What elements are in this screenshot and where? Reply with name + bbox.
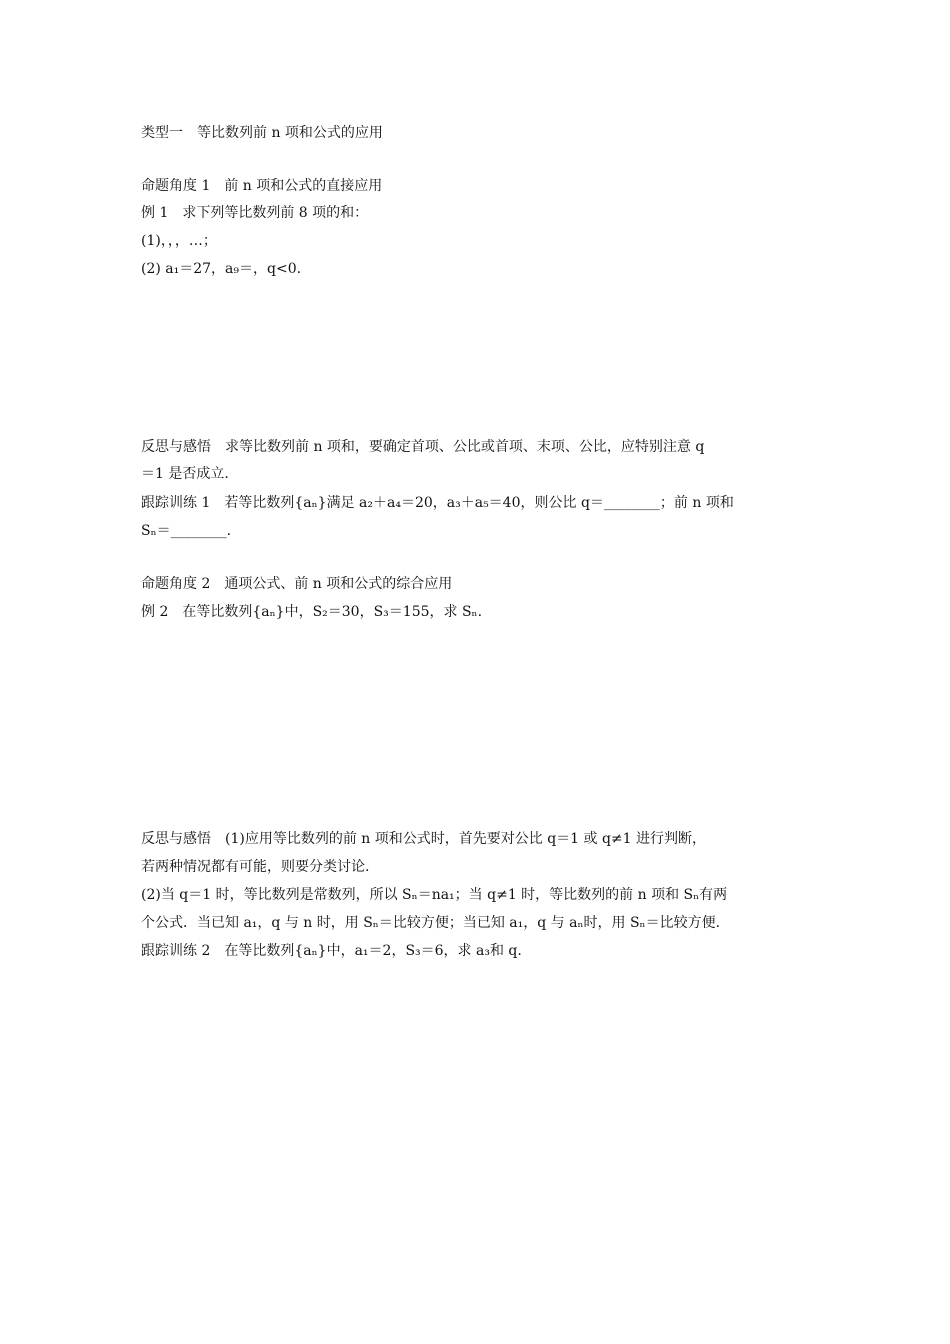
angle1-title: 命题角度 1 前 n 项和公式的直接应用 [141,178,383,194]
training1-line2: Sₙ＝________. [141,523,232,539]
reflection2-line2: 若两种情况都有可能，则要分类讨论. [141,859,370,875]
training2: 跟踪训练 2 在等比数列{aₙ}中，a₁＝2，S₃＝6，求 a₃和 q. [141,943,522,959]
example1-part1: (1)，，，…； [141,233,217,249]
reflection2-line3: (2)当 q＝1 时，等比数列是常数列，所以 Sₙ＝na₁；当 q≠1 时，等比数列的前 n 项和 Sₙ有两 [141,887,728,903]
example1-part2: (2) a₁＝27，a₉＝，q<0. [141,261,302,277]
reflection2-line4: 个公式．当已知 a₁，q 与 n 时，用 Sₙ＝比较方便；当已知 a₁，q 与 aₙ时，用 Sₙ＝比较方便. [141,915,721,931]
reflection2-line1: 反思与感悟 (1)应用等比数列的前 n 项和公式时，首先要对公比 q＝1 或 q≠1 进行判断， [141,831,707,847]
reflection1-line1: 反思与感悟 求等比数列前 n 项和，要确定首项、公比或首项、末项、公比，应特别注意 q [141,439,705,455]
reflection1-line2: ＝1 是否成立. [141,466,229,482]
type-title: 类型一 等比数列前 n 项和公式的应用 [141,125,383,141]
training1-line1: 跟踪训练 1 若等比数列{aₙ}满足 a₂＋a₄＝20，a₃＋a₅＝40，则公比 q＝________；前 n 项和 [141,495,734,511]
angle2-title: 命题角度 2 通项公式、前 n 项和公式的综合应用 [141,576,453,592]
example1-head: 例 1 求下列等比数列前 8 项的和： [141,205,369,221]
example2: 例 2 在等比数列{aₙ}中，S₂＝30，S₃＝155，求 Sₙ. [141,604,483,620]
